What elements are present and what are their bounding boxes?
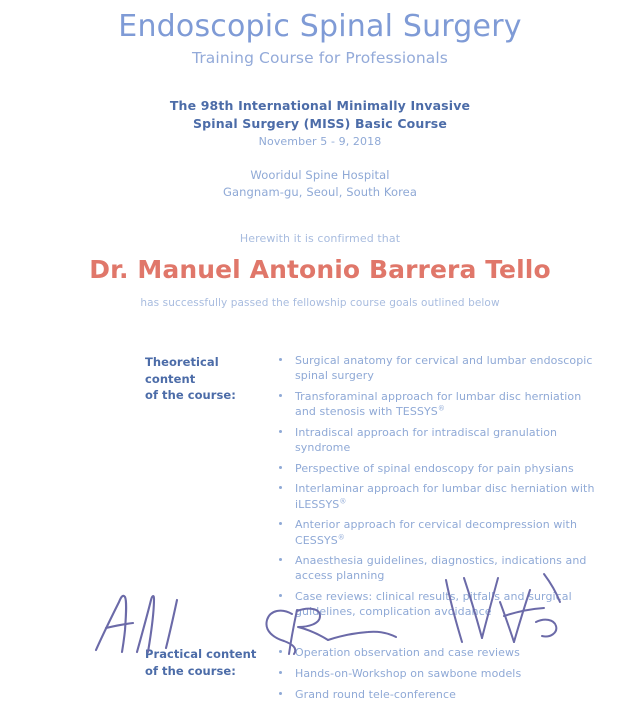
list-item: Case reviews: clinical results, pitfalls and surgical guidelines, complication avoidance — [279, 589, 605, 619]
venue-name: Wooridul Spine Hospital — [250, 167, 390, 182]
registered-trademark-mark: ® — [339, 497, 347, 505]
theoretical-content-section — [145, 353, 605, 619]
certificate-header — [0, 0, 640, 67]
practical-content-label — [145, 645, 257, 702]
recipient-name: Dr. Manuel Antonio Barrera Tello — [89, 254, 551, 284]
venue-info — [0, 167, 640, 202]
course-name-line-2: Spinal Surgery (MISS) Basic Course — [193, 115, 447, 131]
page-title: Endoscopic Spinal Surgery — [118, 9, 522, 44]
practical-label-line-1: Practical content — [145, 647, 257, 662]
registered-trademark-mark: ® — [337, 532, 345, 541]
theoretical-label-line-1: Theoretical content — [145, 355, 219, 386]
list-item: Grand round tele-conference — [279, 687, 605, 702]
list-item: Anaesthesia guidelines, diagnostics, indications and access planning — [279, 553, 605, 583]
list-item: Hands-on-Workshop on sawbone models — [279, 666, 605, 681]
confirmation-text: Herewith it is confirmed that — [239, 231, 401, 245]
bullet-dot-icon — [279, 358, 282, 361]
theoretical-label-line-2: of the course: — [145, 387, 236, 402]
bullet-dot-icon — [279, 692, 282, 695]
bullet-dot-icon — [279, 522, 282, 525]
practical-label-line-2: of the course: — [145, 663, 236, 678]
practical-content-list — [257, 645, 605, 702]
list-item: Transforaminal approach for lumbar disc herniation and stenosis with TESSYS® — [279, 389, 605, 419]
completion-text: has successfully passed the fellowship course goals outlined below — [140, 297, 500, 310]
list-item: Intradiscal approach for intradiscal granulation syndrome — [279, 425, 605, 455]
theoretical-content-list — [257, 353, 605, 619]
list-item: Perspective of spinal endoscopy for pain physians — [279, 461, 605, 476]
course-info — [0, 97, 640, 148]
recipient-block — [0, 232, 640, 310]
bullet-dot-icon — [279, 486, 282, 489]
registered-trademark-mark: ® — [437, 404, 445, 413]
bullet-dot-icon — [279, 466, 282, 469]
course-name-line-1: The 98th International Minimally Invasive — [169, 97, 471, 113]
list-item: Surgical anatomy for cervical and lumbar endoscopic spinal surgery — [279, 353, 605, 383]
venue-location: Gangnam-gu, Seoul, South Korea — [222, 185, 418, 200]
bullet-dot-icon — [279, 430, 282, 433]
bullet-dot-icon — [279, 394, 282, 397]
theoretical-content-label — [145, 353, 257, 619]
bullet-dot-icon — [279, 558, 282, 561]
page-subtitle: Training Course for Professionals — [192, 48, 448, 67]
bullet-dot-icon — [279, 671, 282, 674]
course-date: November 5 - 9, 2018 — [258, 134, 382, 148]
list-item: Operation observation and case reviews — [279, 645, 605, 660]
bullet-dot-icon — [279, 594, 282, 597]
practical-content-section — [145, 645, 605, 702]
list-item: Interlaminar approach for lumbar disc herniation with iLESSYS® — [279, 481, 605, 511]
bullet-dot-icon — [279, 650, 282, 653]
list-item: Anterior approach for cervical decompression with CESSYS® — [279, 517, 605, 547]
